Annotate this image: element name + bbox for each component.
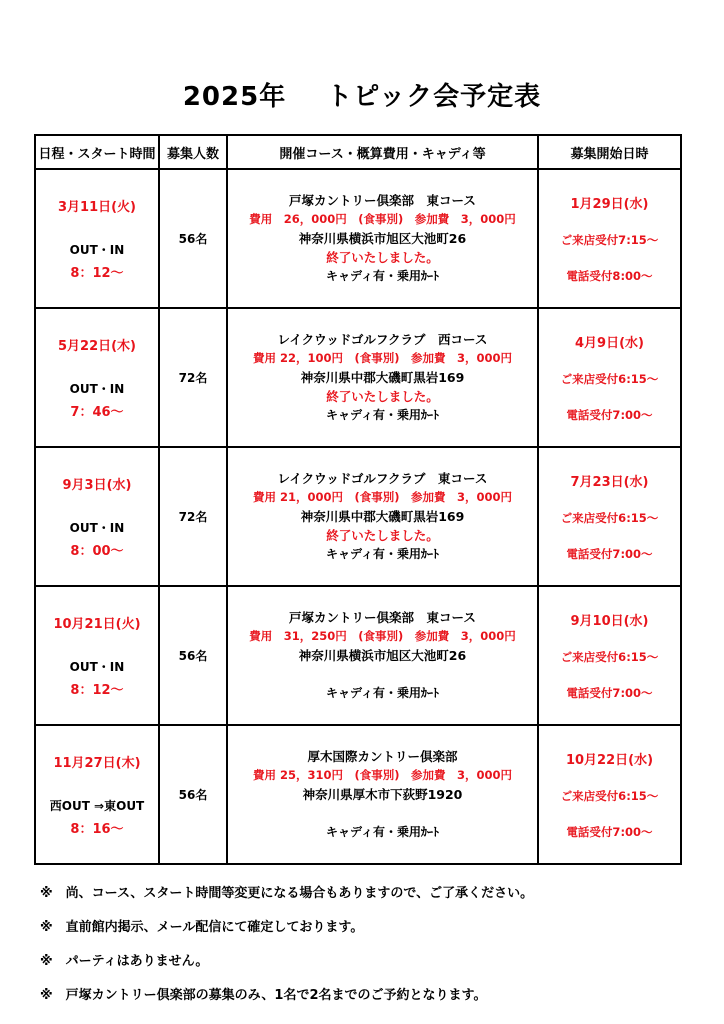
table-row bbox=[35, 308, 681, 447]
notes-section bbox=[40, 884, 700, 1020]
recruit-start-date: 7月23日(水) bbox=[570, 475, 649, 490]
phone-reception: 電話受付7:00～ bbox=[566, 686, 653, 700]
participant-count: 56名 bbox=[159, 169, 227, 308]
fee-text: 費用 26，000円 (食事別) 参加費 3，000円 bbox=[249, 212, 516, 226]
course-name: レイクウッドゴルフクラブ 西コース bbox=[277, 332, 488, 347]
event-date: 9月3日(水) bbox=[62, 478, 132, 493]
fee-text: 費用 21，000円 (食事別) 参加費 3，000円 bbox=[252, 490, 513, 504]
closed-notice: 終了いたしました。 bbox=[326, 528, 439, 543]
cell-course bbox=[227, 169, 538, 308]
cell-start bbox=[538, 447, 681, 586]
start-time: 8：16～ bbox=[70, 822, 124, 837]
out-in: OUT・IN bbox=[69, 660, 125, 674]
phone-reception: 電話受付8:00～ bbox=[566, 269, 653, 283]
participant-count: 56名 bbox=[159, 586, 227, 725]
note-item: ※ 戸塚カントリー倶楽部の募集のみ、1名で2名までのご予約となります。 bbox=[40, 988, 487, 1003]
phone-reception: 電話受付7:00～ bbox=[566, 408, 653, 422]
table-row bbox=[35, 169, 681, 308]
title-year: 2025年 bbox=[182, 82, 287, 112]
schedule-table bbox=[34, 134, 682, 865]
course-name: 厚木国際カントリー倶楽部 bbox=[307, 749, 458, 764]
store-reception: ご来店受付6:15～ bbox=[560, 789, 659, 803]
fee-text: 費用 22，100円 (食事別) 参加費 3，000円 bbox=[252, 351, 513, 365]
table-row bbox=[35, 586, 681, 725]
caddy-info: キャディ有・乗用ｶｰﾄ bbox=[325, 686, 440, 700]
cell-course bbox=[227, 308, 538, 447]
cell-date bbox=[35, 586, 159, 725]
recruit-start-date: 9月10日(水) bbox=[570, 614, 649, 629]
table-row bbox=[35, 725, 681, 864]
out-in: 西OUT ⇒東OUT bbox=[49, 799, 145, 813]
out-in: OUT・IN bbox=[69, 382, 125, 396]
closed-notice: 終了いたしました。 bbox=[326, 250, 439, 265]
cell-start bbox=[538, 169, 681, 308]
cell-start bbox=[538, 308, 681, 447]
title-text: トピック会予定表 bbox=[326, 82, 542, 112]
header-course: 開催コース・概算費用・キャディ等 bbox=[227, 135, 538, 169]
caddy-info: キャディ有・乗用ｶｰﾄ bbox=[325, 269, 440, 283]
caddy-info: キャディ有・乗用ｶｰﾄ bbox=[325, 408, 440, 422]
out-in: OUT・IN bbox=[69, 243, 125, 257]
store-reception: ご来店受付7:15～ bbox=[560, 233, 659, 247]
event-date: 10月21日(火) bbox=[53, 617, 141, 632]
start-time: 7：46～ bbox=[70, 405, 124, 420]
cell-course bbox=[227, 447, 538, 586]
start-time: 8：12～ bbox=[70, 266, 124, 281]
fee-text: 費用 31，250円 (食事別) 参加費 3，000円 bbox=[249, 629, 516, 643]
course-address: 神奈川県横浜市旭区大池町26 bbox=[298, 648, 467, 663]
cell-date bbox=[35, 169, 159, 308]
blank-line bbox=[228, 804, 537, 823]
participant-count: 72名 bbox=[159, 447, 227, 586]
note-item: ※ パーティはありません。 bbox=[40, 954, 209, 969]
page-title bbox=[0, 76, 724, 113]
course-address: 神奈川県横浜市旭区大池町26 bbox=[298, 231, 467, 246]
start-time: 8：00～ bbox=[70, 544, 124, 559]
caddy-info: キャディ有・乗用ｶｰﾄ bbox=[325, 547, 440, 561]
course-name: レイクウッドゴルフクラブ 東コース bbox=[277, 471, 488, 486]
table-row bbox=[35, 447, 681, 586]
store-reception: ご来店受付6:15～ bbox=[560, 372, 659, 386]
header-start: 募集開始日時 bbox=[538, 135, 681, 169]
event-date: 5月22日(木) bbox=[57, 339, 137, 354]
header-count: 募集人数 bbox=[159, 135, 227, 169]
cell-start bbox=[538, 725, 681, 864]
store-reception: ご来店受付6:15～ bbox=[560, 511, 659, 525]
phone-reception: 電話受付7:00～ bbox=[566, 547, 653, 561]
fee-text: 費用 25，310円 (食事別) 参加費 3，000円 bbox=[252, 768, 513, 782]
event-date: 11月27日(木) bbox=[53, 756, 141, 771]
participant-count: 72名 bbox=[159, 308, 227, 447]
table-header-row bbox=[35, 135, 681, 169]
course-address: 神奈川県厚木市下荻野1920 bbox=[302, 787, 463, 802]
caddy-info: キャディ有・乗用ｶｰﾄ bbox=[325, 825, 440, 839]
event-date: 3月11日(火) bbox=[57, 200, 137, 215]
cell-start bbox=[538, 586, 681, 725]
cell-date bbox=[35, 725, 159, 864]
cell-course bbox=[227, 725, 538, 864]
cell-date bbox=[35, 308, 159, 447]
course-address: 神奈川県中郡大磯町黒岩169 bbox=[300, 509, 465, 524]
course-address: 神奈川県中郡大磯町黒岩169 bbox=[300, 370, 465, 385]
blank-line bbox=[228, 665, 537, 684]
recruit-start-date: 10月22日(水) bbox=[565, 753, 654, 768]
header-date: 日程・スタート時間 bbox=[35, 135, 159, 169]
recruit-start-date: 1月29日(水) bbox=[570, 197, 649, 212]
out-in: OUT・IN bbox=[69, 521, 125, 535]
cell-date bbox=[35, 447, 159, 586]
closed-notice: 終了いたしました。 bbox=[326, 389, 439, 404]
phone-reception: 電話受付7:00～ bbox=[566, 825, 653, 839]
note-item: ※ 尚、コース、スタート時間等変更になる場合もありますので、ご了承ください。 bbox=[40, 886, 534, 901]
course-name: 戸塚カントリー倶楽部 東コース bbox=[289, 610, 476, 625]
course-name: 戸塚カントリー倶楽部 東コース bbox=[289, 193, 476, 208]
note-item: ※ 直前館内掲示、メール配信にて確定しております。 bbox=[40, 920, 364, 935]
store-reception: ご来店受付6:15～ bbox=[560, 650, 659, 664]
cell-course bbox=[227, 586, 538, 725]
recruit-start-date: 4月9日(水) bbox=[575, 336, 644, 351]
start-time: 8：12～ bbox=[70, 683, 124, 698]
participant-count: 56名 bbox=[159, 725, 227, 864]
